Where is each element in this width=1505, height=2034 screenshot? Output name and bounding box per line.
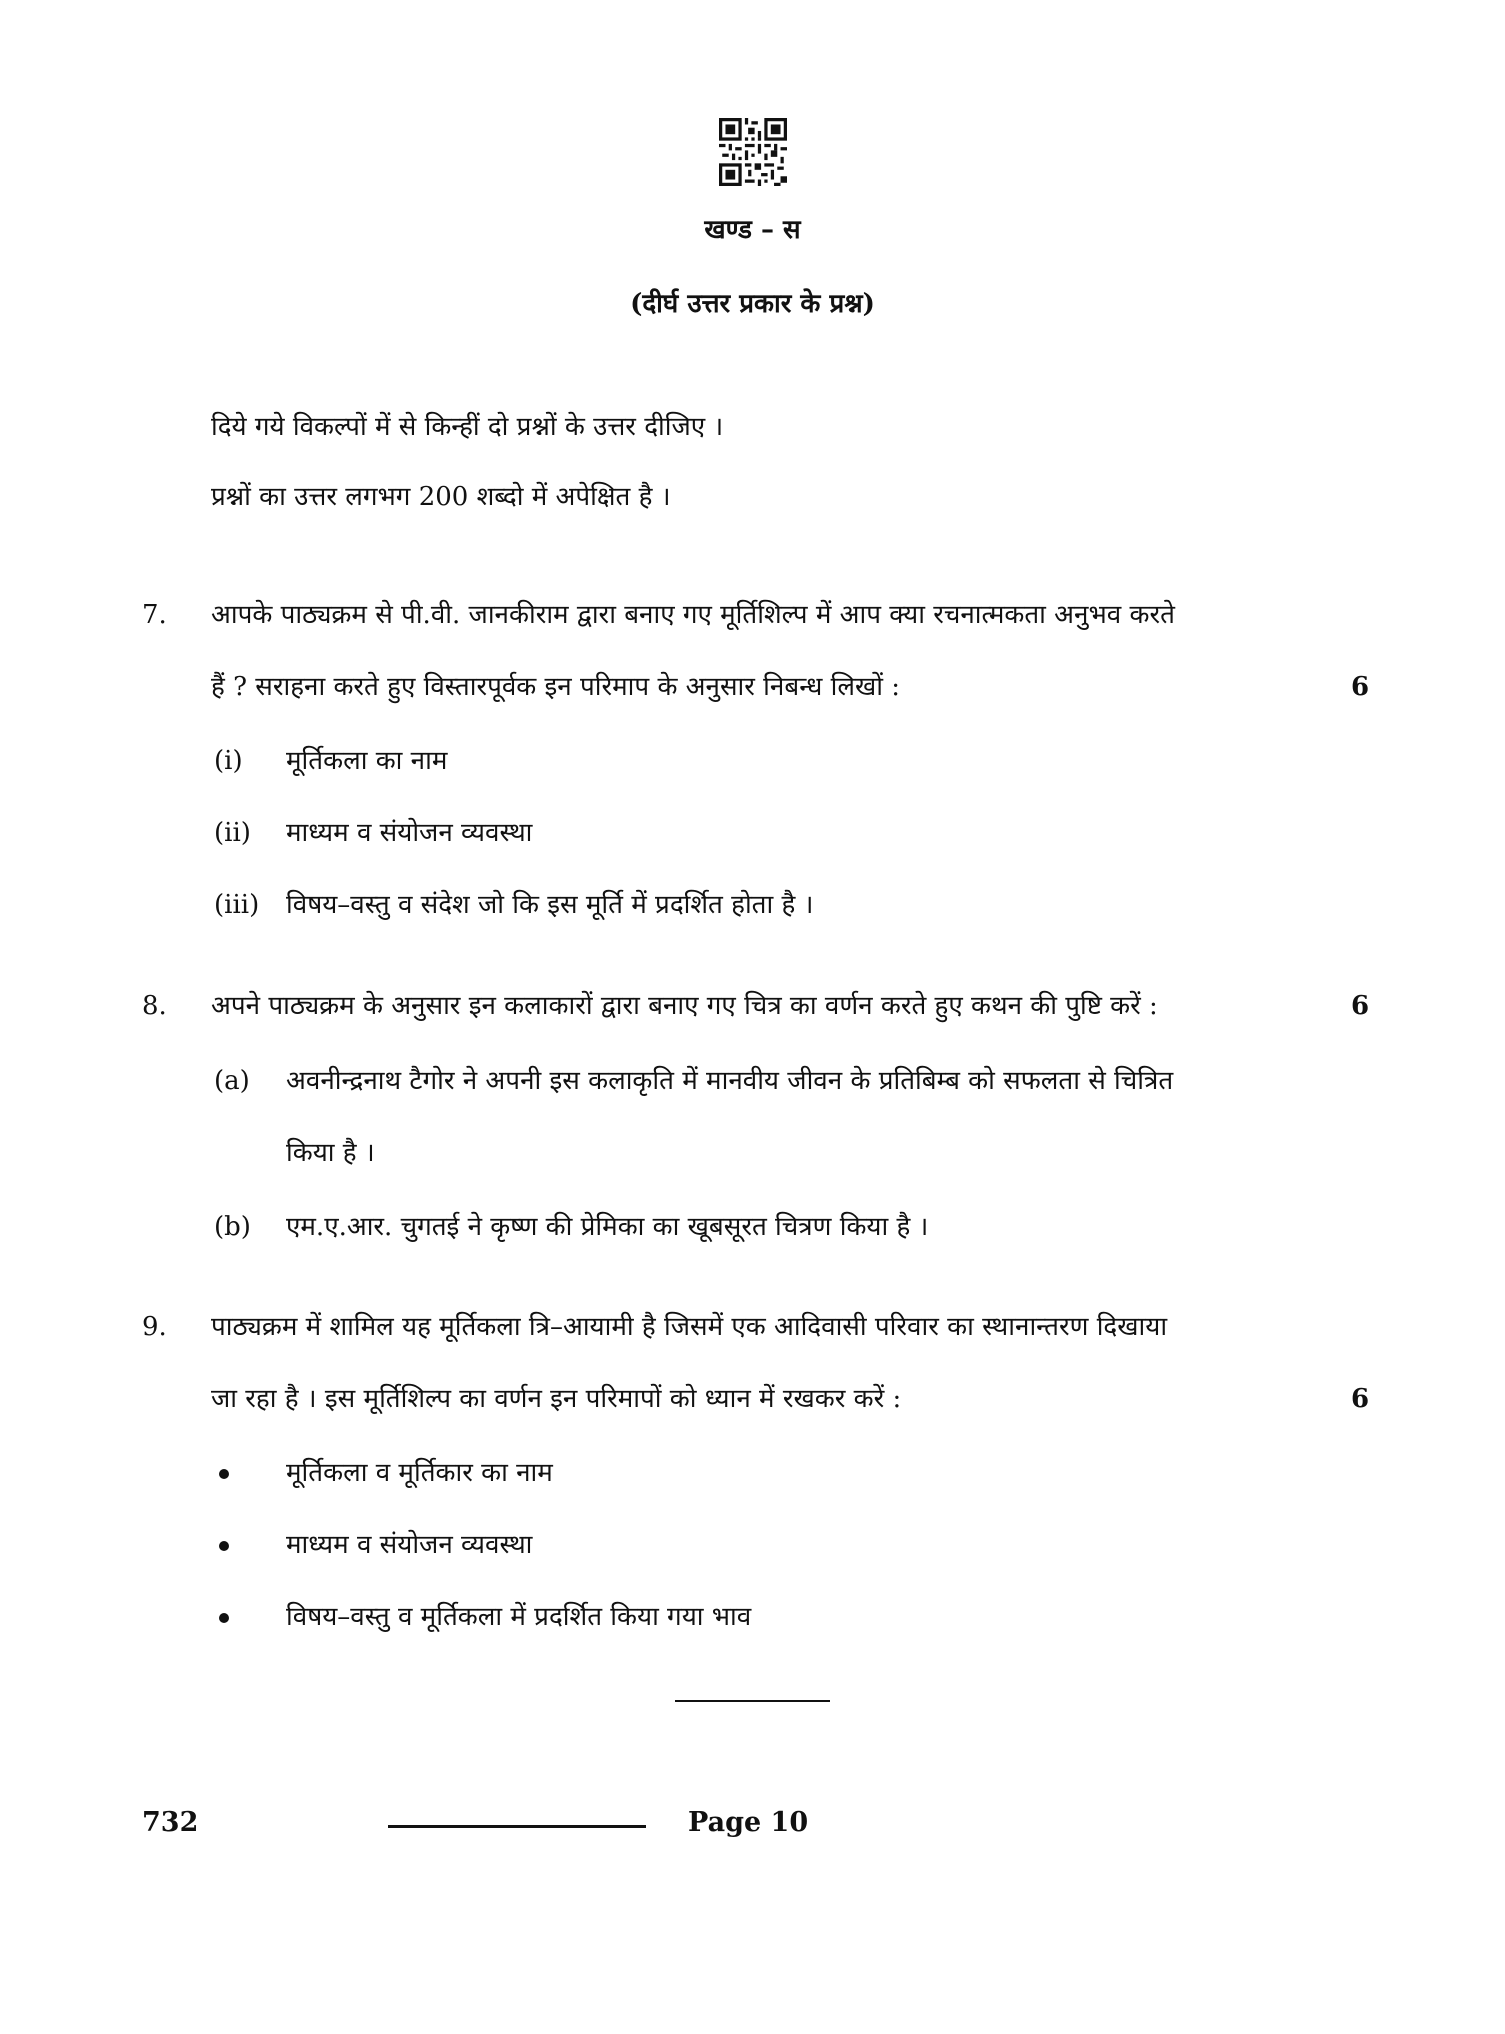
question-number: 9. [142,1312,167,1342]
question-text-line: आपके पाठ्यक्रम से पी.वी. जानकीराम द्वारा बनाए गए मूर्तिशिल्प में आप क्या रचनात्मकता अनुभव करते [211,600,1175,630]
bullet-icon [219,1469,229,1479]
question-marks: 6 [1350,672,1370,702]
section-subtitle: (दीर्घ उत्तर प्रकार के प्रश्न) [630,289,875,319]
question-number: 8. [142,991,167,1021]
subitem-label: (a) [214,1066,250,1096]
subitem-text: विषय–वस्तु व संदेश जो कि इस मूर्ति में प्रदर्शित होता है । [286,890,814,920]
bullet-text: मूर्तिकला व मूर्तिकार का नाम [286,1458,553,1488]
question-text-line: अपने पाठ्यक्रम के अनुसार इन कलाकारों द्वारा बनाए गए चित्र का वर्णन करते हुए कथन की पुष्टि करें : [211,991,1158,1021]
subitem-label: (ii) [214,818,251,848]
section-title: खण्ड – स [704,215,801,245]
question-text-line: जा रहा है । इस मूर्तिशिल्प का वर्णन इन परिमापों को ध्यान में रखकर करें : [211,1384,902,1414]
instruction-line: दिये गये विकल्पों में से किन्हीं दो प्रश्नों के उत्तर दीजिए । [211,412,724,442]
subitem-text: मूर्तिकला का नाम [286,746,448,776]
question-marks: 6 [1350,991,1370,1021]
page-number: Page 10 [688,1807,809,1838]
bullet-text: माध्यम व संयोजन व्यवस्था [286,1530,533,1560]
footer-divider [388,1825,646,1828]
question-text-line: पाठ्यक्रम में शामिल यह मूर्तिकला त्रि–आयामी है जिसमें एक आदिवासी परिवार का स्थानान्तरण दिखाया [211,1312,1168,1342]
subitem-text: किया है । [286,1138,375,1168]
subitem-label: (i) [214,746,243,776]
paper-code: 732 [142,1807,199,1838]
end-divider [675,1700,830,1702]
subitem-text: अवनीन्द्रनाथ टैगोर ने अपनी इस कलाकृति में मानवीय जीवन के प्रतिबिम्ब को सफलता से चित्रित [286,1066,1174,1096]
qr-code-icon [719,118,787,186]
bullet-text: विषय–वस्तु व मूर्तिकला में प्रदर्शित किया गया भाव [286,1602,752,1632]
question-marks: 6 [1350,1384,1370,1414]
subitem-label: (b) [214,1212,251,1242]
subitem-label: (iii) [214,890,260,920]
instruction-line: प्रश्नों का उत्तर लगभग 200 शब्दो में अपेक्षित है । [211,482,671,512]
bullet-icon [219,1541,229,1551]
question-text-line: हैं ? सराहना करते हुए विस्तारपूर्वक इन परिमाप के अनुसार निबन्ध लिखों : [211,672,901,702]
subitem-text: माध्यम व संयोजन व्यवस्था [286,818,533,848]
question-number: 7. [142,600,167,630]
bullet-icon [219,1613,229,1623]
subitem-text: एम.ए.आर. चुगतई ने कृष्ण की प्रेमिका का खूबसूरत चित्रण किया है । [286,1212,929,1242]
